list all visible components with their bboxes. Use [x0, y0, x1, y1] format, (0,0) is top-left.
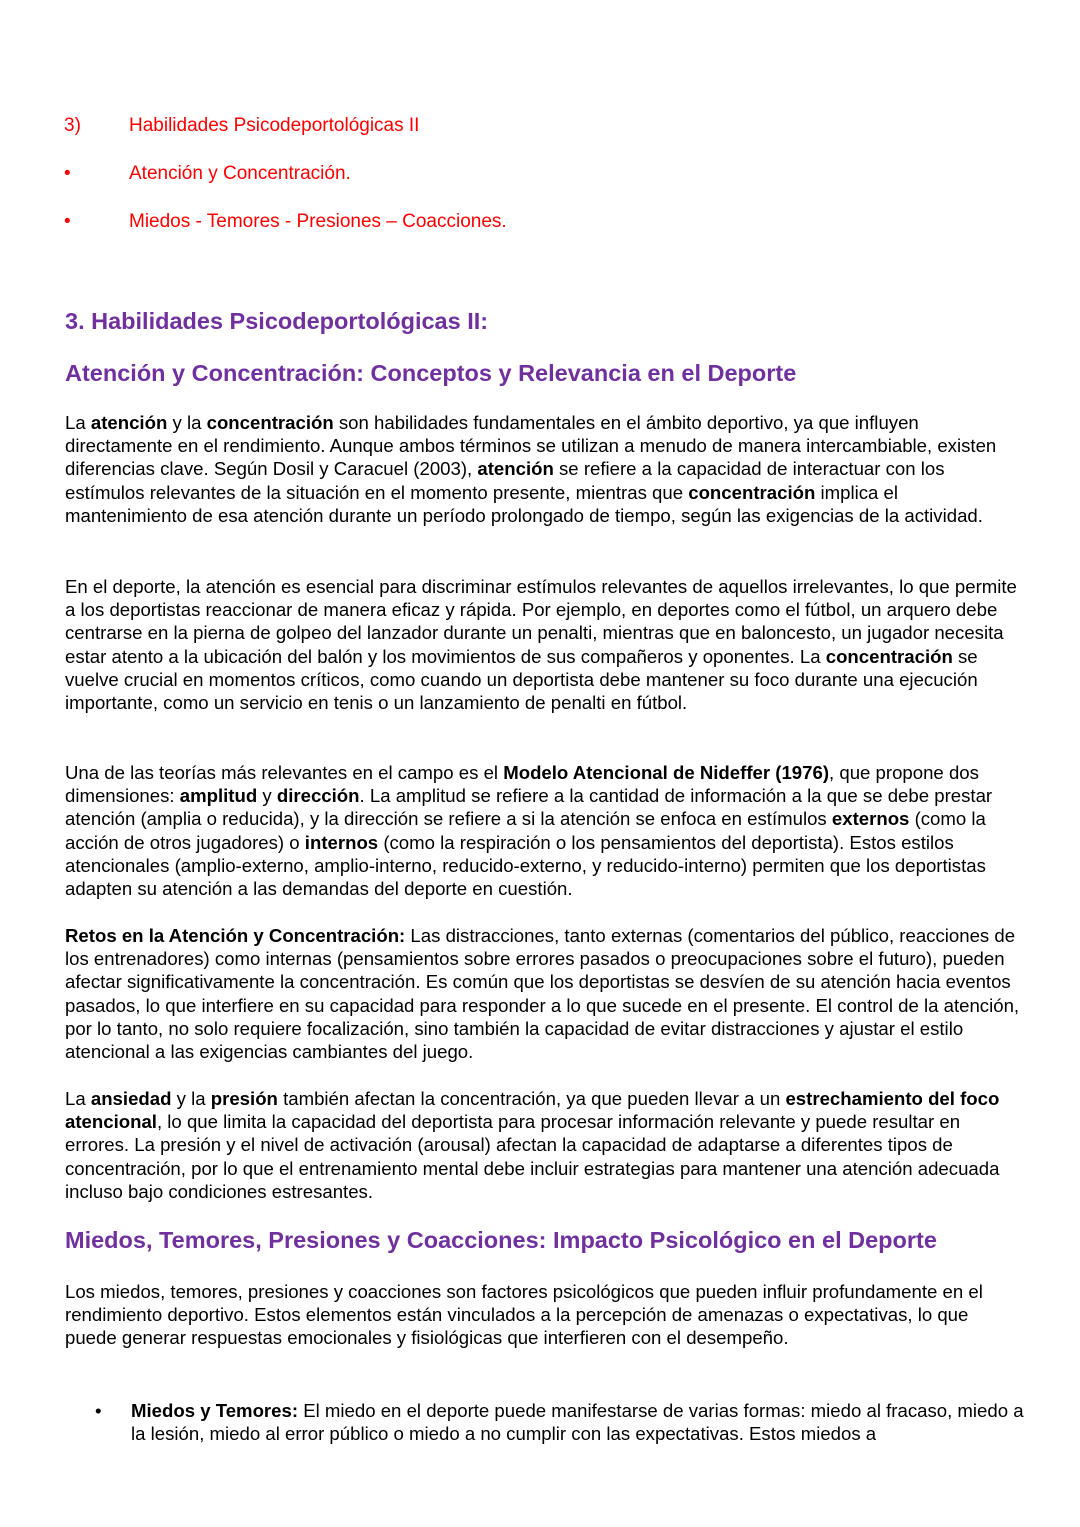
bold-term: Retos en la Atención y Concentración: — [65, 925, 406, 946]
text-segment: se refiere a la capacidad de interactuar con los estímulos relevantes de la situación en el momento presente, mientras que — [65, 458, 945, 503]
paragraph-challenges — [65, 924, 1025, 1063]
text-segment: La — [65, 1088, 91, 1109]
subtitle-attention: Atención y Concentración: Conceptos y Relevancia en el Deporte — [65, 360, 797, 386]
text-segment: también afectan la concentración, ya que pueden llevar a un — [277, 1088, 786, 1109]
bold-term: estrechamiento del foco atencional — [65, 1088, 1000, 1133]
bold-term: Modelo Atencional de Nideffer (1976) — [503, 762, 830, 783]
text-segment: La — [65, 412, 91, 433]
bold-term: amplitud — [179, 785, 258, 807]
text-segment: . La amplitud se refiere a la cantidad de información a la que se debe prestar atención (amplia o reducida), y la dirección se refiere a si la atención se enfoca en estímulos — [65, 785, 993, 830]
text-segment: se vuelve crucial en momentos críticos, como cuando un deportista debe mantener su foco durante una ejecución importante, como un servicio en tenis o un lanzamiento de penalti en fútbol. — [65, 645, 978, 714]
text-segment: y la — [167, 412, 207, 433]
text-segment: , que propone dos dimensiones: — [65, 762, 979, 807]
outline-text: Habilidades Psicodeportológicas II — [129, 115, 420, 136]
paragraph-anxiety-pressure — [65, 1087, 1025, 1203]
bold-term: concentración — [206, 412, 334, 433]
outline-marker: • — [64, 163, 71, 184]
paragraph-attention-in-sport — [65, 575, 1025, 714]
bold-term: dirección — [276, 785, 360, 807]
text-segment: Las distracciones, tanto externas (comentarios del público, reacciones de los entrenadores) como internas (pensamientos sobre errores pasados o preocupaciones sobre el futuro), pueden afectar significativamente la concentración. Es común que los deportistas se desvíen de su atención hacia eventos pasados, lo que interfiere en su capacidad para responder a lo que sucede en el presente. El control de la atención, por lo tanto, no solo requiere focalización, sino también la capacidad de evitar distracciones y ajustar el estilo atencional a las exigencias cambiantes del juego. — [65, 925, 1020, 1063]
bold-term: externos — [831, 808, 910, 830]
section-title: 3. Habilidades Psicodeportológicas II: — [65, 308, 489, 334]
outline-marker: 3) — [64, 115, 81, 136]
text-segment: implica el mantenimiento de esa atención durante un período prolongado de tiempo, según las exigencias de la actividad. — [65, 481, 983, 526]
text-segment: En el deporte, la atención es esencial para discriminar estímulos relevantes de aquellos irrelevantes, lo que permite a los deportistas reaccionar de manera eficaz y rápida. Por ejemplo, en deportes como el fútbol, un arquero debe centrarse en la pierna de golpeo del lanzador durante un penalti, mientras que en baloncesto, un jugador necesita estar atento a la ubicación del balón y los movimientos de sus compañeros y oponentes. La — [65, 576, 1017, 667]
bold-term: internos — [304, 831, 379, 853]
bold-term: concentración — [688, 481, 816, 503]
text-segment: (como la respiración o los pensamientos del deportista). Estos estilos atencionales (amplio-externo, amplio-interno, reducido-externo, y reducido-interno) permiten que los deportistas adapten su atención a las demandas del deporte en cuestión. — [65, 831, 986, 900]
text-segment: y la — [171, 1088, 211, 1109]
bold-term: concentración — [825, 645, 953, 667]
bold-term: ansiedad — [90, 1088, 172, 1109]
list-item-text — [131, 1399, 1031, 1445]
paragraph-nideffer-model — [65, 761, 1025, 900]
text-segment: Una de las teorías más relevantes en el campo es el — [65, 762, 504, 783]
outline-text: Atención y Concentración. — [129, 163, 351, 184]
text-segment: (como la acción de otros jugadores) o — [65, 808, 986, 853]
paragraph-attention-definition — [65, 411, 1025, 527]
bold-term: atención — [90, 412, 168, 433]
paragraph-fears-intro — [65, 1280, 1025, 1350]
outline-marker: • — [64, 211, 71, 232]
bold-term: presión — [210, 1088, 278, 1109]
bold-term: atención — [477, 458, 554, 480]
text-segment: , lo que limita la capacidad del deportista para procesar información relevante y puede resultar en errores. La presión y el nivel de activación (arousal) afectan la capacidad de adaptarse a diferentes tipos de concentración, por lo que el entrenamiento mental debe incluir estrategias para mantener una atención adecuada incluso bajo condiciones estresantes. — [65, 1111, 1000, 1202]
text-segment: Los miedos, temores, presiones y coacciones son factores psicológicos que pueden influir profundamente en el rendimiento deportivo. Estos elementos están vinculados a la percepción de amenazas o expectativas, lo que puede generar respuestas emocionales y fisiológicas que interfieren con el desempeño. — [65, 1281, 983, 1349]
bullet-marker: • — [95, 1400, 102, 1421]
text-segment: El miedo en el deporte puede manifestarse de varias formas: miedo al fracaso, miedo a la lesión, miedo al error público o miedo a no cumplir con las expectativas. Estos miedos a — [131, 1400, 1024, 1445]
outline-text: Miedos - Temores - Presiones – Coacciones. — [129, 211, 507, 232]
bold-term: Miedos y Temores: — [131, 1400, 299, 1421]
text-segment: son habilidades fundamentales en el ámbito deportivo, ya que influyen directamente en el rendimiento. Aunque ambos términos se utilizan a menudo de manera intercambiable, existen diferencias clave. Según Dosil y Caracuel (2003), — [65, 412, 997, 480]
subtitle-fears: Miedos, Temores, Presiones y Coacciones: Impacto Psicológico en el Deporte — [65, 1227, 937, 1253]
text-segment: y — [257, 785, 277, 807]
